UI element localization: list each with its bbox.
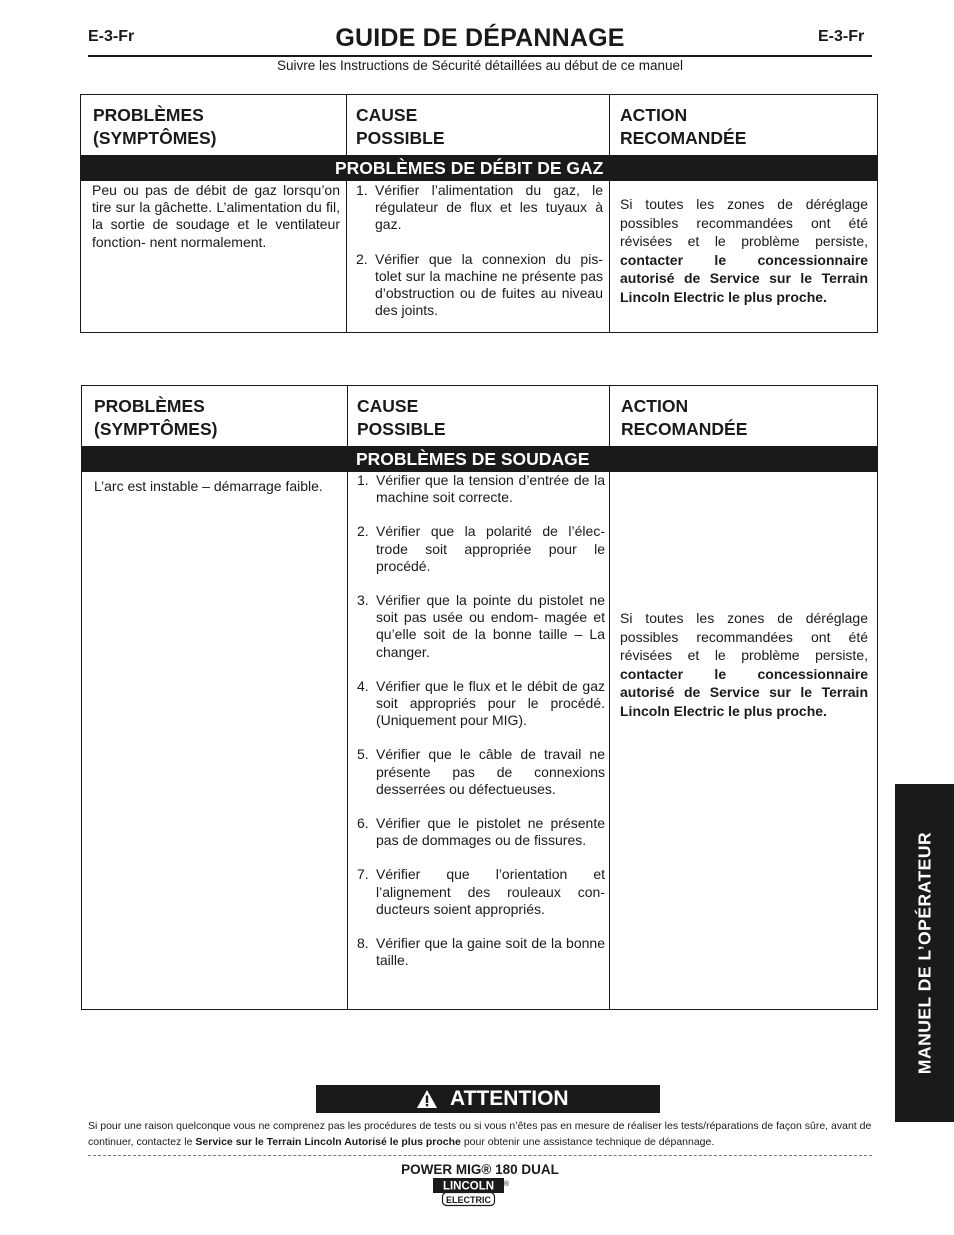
gas-flow-table [80, 94, 878, 333]
attention-banner [316, 1085, 660, 1113]
page-code-right: E-3-Fr [818, 28, 865, 45]
action-text: Si toutes les zones de déréglage possibles recommandées ont été révisées et le problème persiste, contacter le concessionnaire autorisé de Service sur le Terrain Lincoln Electric le plus proche. [620, 610, 868, 719]
side-tab-label: MANUEL DE L’OPÉRATEUR [914, 831, 934, 1075]
column-divider [346, 95, 347, 332]
list-item: 6. Vérifier que le pistolet ne présente pas de dommages ou de fissures. [357, 815, 605, 849]
list-item: 2. Vérifier que la connexion du pis- tolet sur la machine ne présente pas d’obstruction ou de fuites au niveau des joints. [356, 250, 603, 319]
footer-divider [88, 1155, 872, 1156]
title-rule [88, 55, 872, 57]
header-cause: CAUSE POSSIBLE [356, 105, 445, 148]
cause-list [356, 182, 603, 319]
logo-line2: ELECTRIC [446, 1194, 491, 1205]
list-item: 5. Vérifier que le câble de travail ne présente pas de connexions desserrées ou défectueuses. [357, 746, 605, 797]
list-item: 7. Vérifier que l’orientation et l’alignement des rouleaux con- ducteurs soient appropriés. [357, 866, 605, 917]
welding-table [81, 385, 878, 1010]
column-divider [609, 95, 610, 332]
logo-registered-mark: ® [503, 1181, 510, 1188]
attention-text: Si pour une raison quelconque vous ne comprenez pas les procédures de tests ou si vous n’êtes pas en mesure de réaliser les tests/réparations de façon sûre, avant de continuer, contactez le Service sur le Terrain Lincoln Autorisé le plus proche pour obtenir une assistance technique de dépannage. [88, 1120, 872, 1148]
header-action: ACTION RECOMANDÉE [620, 105, 747, 148]
list-item: 4. Vérifier que le flux et le débit de gaz soit appropriés pour le procédé. (Uniquement pour MIG). [357, 677, 605, 729]
header-problems: PROBLÈMES (SYMPTÔMES) [93, 105, 217, 148]
page-title: GUIDE DE DÉPANNAGE [335, 24, 625, 52]
list-item: 2. Vérifier que la polarité de l’élec- trode soit appropriée pour le procédé. [357, 523, 605, 574]
symptom-text: L’arc est instable – démarrage faible. [94, 478, 323, 494]
cause-list [357, 472, 605, 969]
product-name: POWER MIG® 180 DUAL [401, 1162, 559, 1177]
column-divider [347, 386, 348, 1009]
header-action: ACTION RECOMANDÉE [621, 396, 748, 439]
attention-label: ATTENTION [450, 1087, 569, 1110]
symptom-text: Peu ou pas de débit de gaz lorsqu’on tire sur la gâchette. L’alimentation du fil, la sortie de soudage et le ventilateur fonction- nent normalement. [92, 182, 340, 250]
list-item: 1. Vérifier l’alimentation du gaz, le régulateur de flux et les tuyaux à gaz. [356, 182, 603, 233]
lincoln-electric-logo [433, 1178, 511, 1207]
list-item: 1. Vérifier que la tension d’entrée de la machine soit correcte. [357, 472, 605, 506]
list-item: 8. Vérifier que la gaine soit de la bonne taille. [357, 935, 605, 969]
action-text: Si toutes les zones de déréglage possibles recommandées ont été révisées et le problème persiste, contacter le concessionnaire autorisé de Service sur le Terrain Lincoln Electric le plus proche. [620, 196, 868, 305]
warning-icon [416, 1089, 438, 1109]
column-divider [609, 386, 610, 1009]
side-tab [895, 784, 954, 1122]
section-band: PROBLÈMES DE SOUDAGE [82, 446, 877, 472]
section-band: PROBLÈMES DE DÉBIT DE GAZ [81, 155, 877, 181]
safety-subtitle: Suivre les Instructions de Sécurité détaillées au début de ce manuel [277, 58, 683, 73]
header-problems: PROBLÈMES (SYMPTÔMES) [94, 396, 218, 439]
page-code-left: E-3-Fr [88, 28, 135, 45]
logo-line1: LINCOLN [442, 1180, 495, 1193]
header-cause: CAUSE POSSIBLE [357, 396, 446, 439]
list-item: 3. Vérifier que la pointe du pistolet ne soit pas usée ou endom- magée et qu’elle soit de la bonne taille – La changer. [357, 592, 605, 660]
